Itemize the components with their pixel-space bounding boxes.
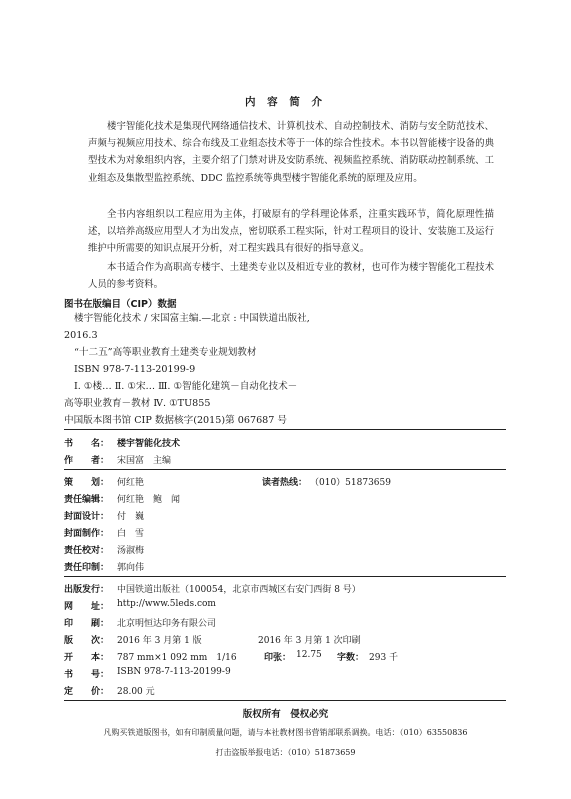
edition-value: 2016 年 3 月第 1 版 [117, 636, 202, 646]
proof-label: 责任校对： [64, 546, 110, 556]
print-manager-label: 责任印制： [64, 563, 110, 573]
planner-value: 何红艳 [117, 478, 145, 488]
website-label: 网 址： [64, 602, 110, 612]
printer-value: 北京明恒达印务有限公司 [117, 619, 217, 629]
cip-line-5: Ⅰ. ①楼… Ⅱ. ①宋… Ⅲ. ①智能化建筑－自动化技术－ [74, 381, 298, 392]
summary-title: 内 容 简 介 [245, 96, 326, 108]
summary-paragraph-3: 本书适合作为高职高专楼宇、土建类专业以及相近专业的教材，也可作为楼宇智能化工程技术人员的参考资料。 [88, 262, 494, 291]
divider [64, 429, 506, 430]
editor-label: 责任编辑： [64, 495, 110, 505]
cip-line-4: ISBN 978-7-113-20199-9 [74, 364, 196, 375]
sheets-label: 印张： [264, 653, 292, 663]
price-label: 定 价： [64, 687, 110, 697]
cover-design-label: 封面设计： [64, 512, 110, 522]
edition-label: 版 次： [64, 636, 110, 646]
cover-make-value: 白 雪 [117, 529, 145, 539]
divider [64, 700, 506, 701]
format-label: 开 本： [64, 653, 110, 663]
cip-line-2: 2016.3 [64, 330, 98, 341]
impression-value: 2016 年 3 月第 1 次印刷 [258, 636, 361, 646]
print-manager-value: 郭向伟 [117, 563, 145, 573]
cover-make-label: 封面制作： [64, 529, 110, 539]
cip-line-7: 中国版本图书馆 CIP 数据核字(2015)第 067687 号 [64, 415, 288, 426]
editor-value: 何红艳 鲍 闻 [117, 495, 181, 505]
words-label: 字数： [337, 653, 365, 663]
proof-value: 汤淑梅 [117, 546, 145, 556]
words-value: 293 千 [369, 653, 399, 663]
publisher-value: 中国铁道出版社（100054，北京市西城区右安门西街 8 号） [117, 585, 361, 595]
cover-design-value: 付 巍 [117, 512, 145, 522]
printer-label: 印 刷： [64, 619, 110, 629]
summary-paragraph-1: 楼宇智能化技术是集现代网络通信技术、计算机技术、自动控制技术、消防与安全防范技术、声频与视频应用技术、综合布线及工业组态技术等于一体的综合性技术。本书以智能楼宇设备的典型技术为对象组织内容，主要介绍了门禁对讲及安防系统、视频监控系统、消防联动控制系统、工业组态及集散型监控系统、DDC 监控系统等典型楼宇智能化系统的原理及应用。 [88, 121, 494, 184]
cip-line-3: “十二五”高等职业教育土建类专业规划教材 [74, 347, 257, 358]
divider [64, 576, 506, 577]
cip-line-1: 楼宇智能化技术 / 宋国富主编.—北京 : 中国铁道出版社, [74, 313, 310, 324]
cip-heading: 图书在版编目（CIP）数据 [64, 299, 177, 310]
cip-line-6: 高等职业教育－教材 Ⅳ. ①TU855 [64, 398, 211, 409]
rights-notice: 版权所有 侵权必究 [242, 709, 329, 720]
summary-paragraph-2: 全书内容组织以工程应用为主体，打破原有的学科理论体系，注重实践环节，简化原理性描述，以培养高级应用型人才为出发点，密切联系工程实际，针对工程项目的设计、安装施工及运行维护中所需要的知识点展开分析，对工程实践具有很好的指导意义。 [88, 209, 494, 255]
isbn-label: 书 号： [64, 670, 110, 680]
book-title-value: 楼宇智能化技术 [117, 439, 181, 449]
divider [64, 469, 506, 470]
publisher-label: 出版发行： [64, 585, 110, 595]
hotline-label: 读者热线： [262, 478, 308, 488]
format-value: 787 mm×1 092 mm 1/16 [117, 653, 237, 663]
price-value: 28.00 元 [117, 687, 155, 697]
hotline-value: （010）51873659 [310, 478, 391, 488]
piracy-note: 打击盗版举报电话：（010）51873659 [215, 748, 356, 757]
book-title-label: 书 名： [64, 439, 110, 449]
planner-label: 策 划： [64, 478, 110, 488]
author-value: 宋国富 主编 [117, 456, 172, 466]
website-value: http://www.5leds.com [117, 599, 216, 609]
isbn-value: ISBN 978-7-113-20199-9 [117, 667, 231, 677]
author-label: 作 者： [64, 456, 110, 466]
quality-note: 凡购买铁道版图书，如有印制质量问题，请与本社教材图书营销部联系调换。电话：（010）63550836 [103, 728, 468, 737]
sheets-value: 12.75 [296, 650, 322, 660]
